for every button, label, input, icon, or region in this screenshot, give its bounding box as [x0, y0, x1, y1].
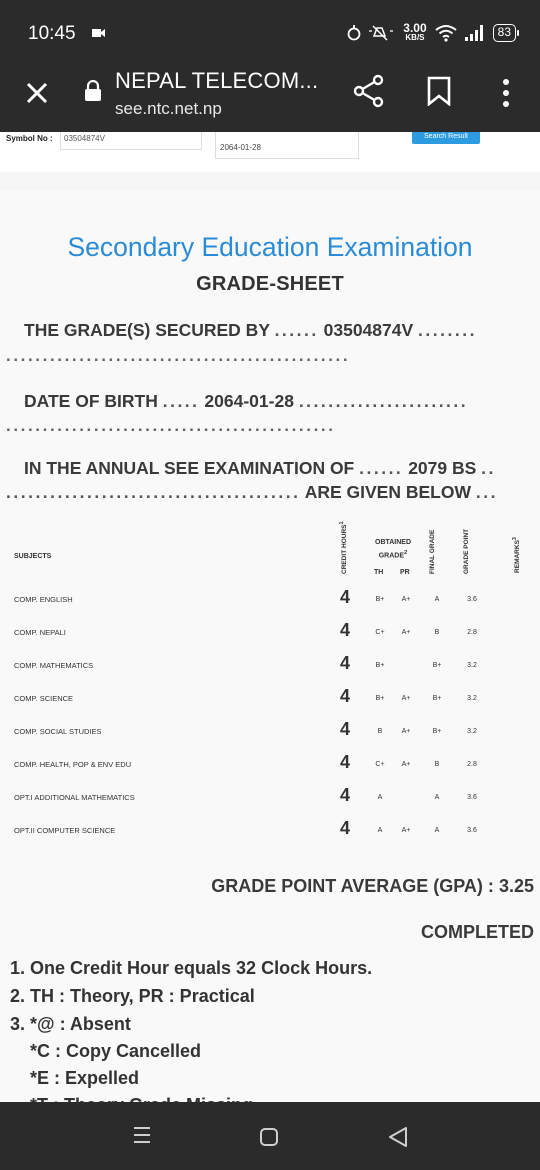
secured-by-line	[24, 320, 477, 341]
gpa-line	[211, 876, 534, 897]
pr-grade: A+	[401, 629, 411, 636]
given-below-label: ARE GIVEN BELOW	[304, 482, 471, 502]
th-grade: C+	[375, 761, 385, 768]
signal-icon	[465, 24, 485, 42]
th-grade: B+	[375, 662, 385, 669]
wifi-icon	[435, 24, 457, 42]
final-grade: B+	[432, 662, 442, 669]
note-3: 3. *@ : Absent	[10, 1014, 131, 1034]
pr-grade: A+	[401, 596, 411, 603]
final-grade: A	[434, 827, 440, 834]
mute-icon	[369, 24, 395, 42]
th-grade: A	[377, 794, 383, 801]
dots: ......	[274, 320, 319, 340]
browser-toolbar	[0, 68, 540, 132]
subject-name: COMP. ENGLISH	[14, 595, 73, 604]
dots: ........	[418, 320, 477, 340]
table-row	[0, 748, 540, 781]
pr-header: PR	[400, 569, 410, 576]
grade-point: 2.8	[467, 629, 477, 636]
subject-name: COMP. NEPALI	[14, 628, 66, 637]
grade-point: 3.2	[467, 695, 477, 702]
dots: ..	[481, 458, 496, 478]
credit-sup: 1	[339, 521, 345, 525]
given-below-line	[6, 482, 536, 503]
table-row	[0, 715, 540, 748]
note-5: *E : Expelled	[30, 1068, 140, 1088]
note-4: *C : Copy Cancelled	[30, 1041, 202, 1061]
recent-apps-icon[interactable]	[132, 1126, 152, 1144]
home-icon[interactable]	[259, 1127, 279, 1147]
final-grade-header: FINAL GRADE	[429, 529, 436, 574]
table-row	[0, 781, 540, 814]
dotted-line: .............................................	[6, 416, 336, 435]
pr-grade: A+	[401, 728, 411, 735]
dots: ......	[359, 458, 404, 478]
symbol-no-label: Symbol No :	[6, 134, 53, 143]
note-1: 1. One Credit Hour equals 32 Clock Hours.	[10, 958, 373, 978]
close-icon[interactable]	[22, 78, 52, 108]
dob-value: 2064-01-28	[204, 391, 294, 411]
credit-hours: 4	[340, 719, 351, 739]
credit-hours: 4	[340, 686, 351, 706]
gpa-value: 3.25	[498, 876, 534, 896]
th-header: TH	[374, 569, 384, 576]
th-grade: B	[377, 728, 383, 735]
remarks-label: REMARKS	[514, 540, 522, 573]
obtained-grade-header	[373, 538, 413, 561]
subjects-header: SUBJECTS	[14, 553, 52, 560]
grade-point: 2.8	[467, 761, 477, 768]
gpa-label: GRADE POINT AVERAGE (GPA) :	[211, 876, 494, 896]
grade-point: 3.6	[467, 596, 477, 603]
system-nav-bar	[0, 1102, 540, 1170]
th-grade: B+	[375, 695, 385, 702]
network-speed	[403, 23, 426, 43]
credit-hours: 4	[340, 818, 351, 838]
pr-grade: A+	[401, 695, 411, 702]
table-row	[0, 814, 540, 847]
status-bar	[0, 0, 540, 68]
search-result-button[interactable]: Search Result	[412, 132, 480, 144]
back-icon[interactable]	[387, 1126, 409, 1148]
subject-name: OPT.II COMPUTER SCIENCE	[14, 826, 116, 835]
dots: ........................................	[6, 482, 301, 502]
table-row	[0, 616, 540, 649]
subject-name: COMP. HEALTH, POP & ENV EDU	[14, 760, 132, 769]
subject-name: COMP. SOCIAL STUDIES	[14, 727, 102, 736]
note-2: 2. TH : Theory, PR : Practical	[10, 986, 255, 1006]
dots: .....	[162, 391, 200, 411]
final-grade: B	[434, 629, 440, 636]
video-recording-icon	[92, 28, 105, 38]
final-grade: A	[434, 596, 440, 603]
th-grade: C+	[375, 629, 385, 636]
dots: .......................	[298, 391, 469, 411]
grade-sheet	[0, 190, 540, 1102]
exam-year: 2079 BS	[408, 458, 477, 478]
dob-input[interactable]: 2064-01-28	[215, 132, 359, 159]
battery-icon: 83	[493, 24, 516, 42]
dotted-line: ...............................................	[6, 346, 351, 365]
grade-point-header: GRADE POINT	[463, 528, 470, 574]
remarks-header	[511, 531, 522, 579]
dob-line	[24, 391, 468, 412]
final-grade: B+	[432, 695, 442, 702]
dob-label: DATE OF BIRTH	[24, 391, 158, 411]
alarm-icon	[347, 24, 361, 42]
credit-hours: 4	[340, 785, 351, 805]
credit-hours-header	[338, 521, 349, 574]
obtained-grade-label: OBTAINED GRADE	[374, 539, 412, 560]
table-row	[0, 682, 540, 715]
th-grade: A	[377, 827, 383, 834]
credit-hours: 4	[340, 752, 351, 772]
status-time: 10:45	[28, 23, 76, 44]
speed-value: 3.00	[403, 21, 427, 35]
exam-of-label: IN THE ANNUAL SEE EXAMINATION OF	[24, 458, 355, 478]
grade-point: 3.2	[467, 728, 477, 735]
final-grade: A	[434, 794, 440, 801]
share-icon[interactable]	[352, 74, 386, 108]
grade-point: 3.6	[467, 827, 477, 834]
credit-hours-label: CREDIT HOURS	[341, 524, 349, 574]
symbol-no-input[interactable]: 03504874V	[60, 132, 202, 150]
final-grade: B+	[432, 728, 442, 735]
status-icons	[347, 19, 516, 47]
bookmark-icon[interactable]	[426, 76, 452, 106]
grade-point: 3.2	[467, 662, 477, 669]
secured-by-label: THE GRADE(S) SECURED BY	[24, 320, 270, 340]
speed-unit: KB/S	[405, 33, 425, 42]
grade-sheet-title: GRADE-SHEET	[196, 273, 344, 295]
subject-name: COMP. SCIENCE	[14, 694, 74, 703]
credit-hours: 4	[340, 620, 351, 640]
credit-hours: 4	[340, 653, 351, 673]
site-title[interactable]: NEPAL TELECOM...	[115, 68, 319, 93]
table-row	[0, 649, 540, 682]
more-vertical-icon[interactable]	[496, 76, 516, 110]
symbol-number: 03504874V	[323, 320, 414, 340]
pr-grade: A+	[401, 827, 411, 834]
th-grade: B+	[375, 596, 385, 603]
remarks-sup: 3	[512, 537, 518, 541]
subject-name: COMP. MATHEMATICS	[14, 661, 94, 670]
site-url[interactable]: see.ntc.net.np	[115, 99, 222, 118]
pr-grade: A+	[401, 761, 411, 768]
final-grade: B	[434, 761, 440, 768]
obtained-sup: 2	[404, 550, 408, 556]
exam-title: Secondary Education Examination	[67, 232, 473, 262]
subject-name: OPT.I ADDITIONAL MATHEMATICS	[14, 793, 135, 802]
credit-hours: 4	[340, 587, 351, 607]
result-status: COMPLETED	[420, 922, 534, 942]
table-row	[0, 583, 540, 616]
exam-of-line	[24, 458, 496, 479]
search-form	[0, 132, 540, 172]
grade-point: 3.6	[467, 794, 477, 801]
dots: ...	[475, 482, 498, 502]
lock-icon[interactable]	[84, 80, 102, 102]
